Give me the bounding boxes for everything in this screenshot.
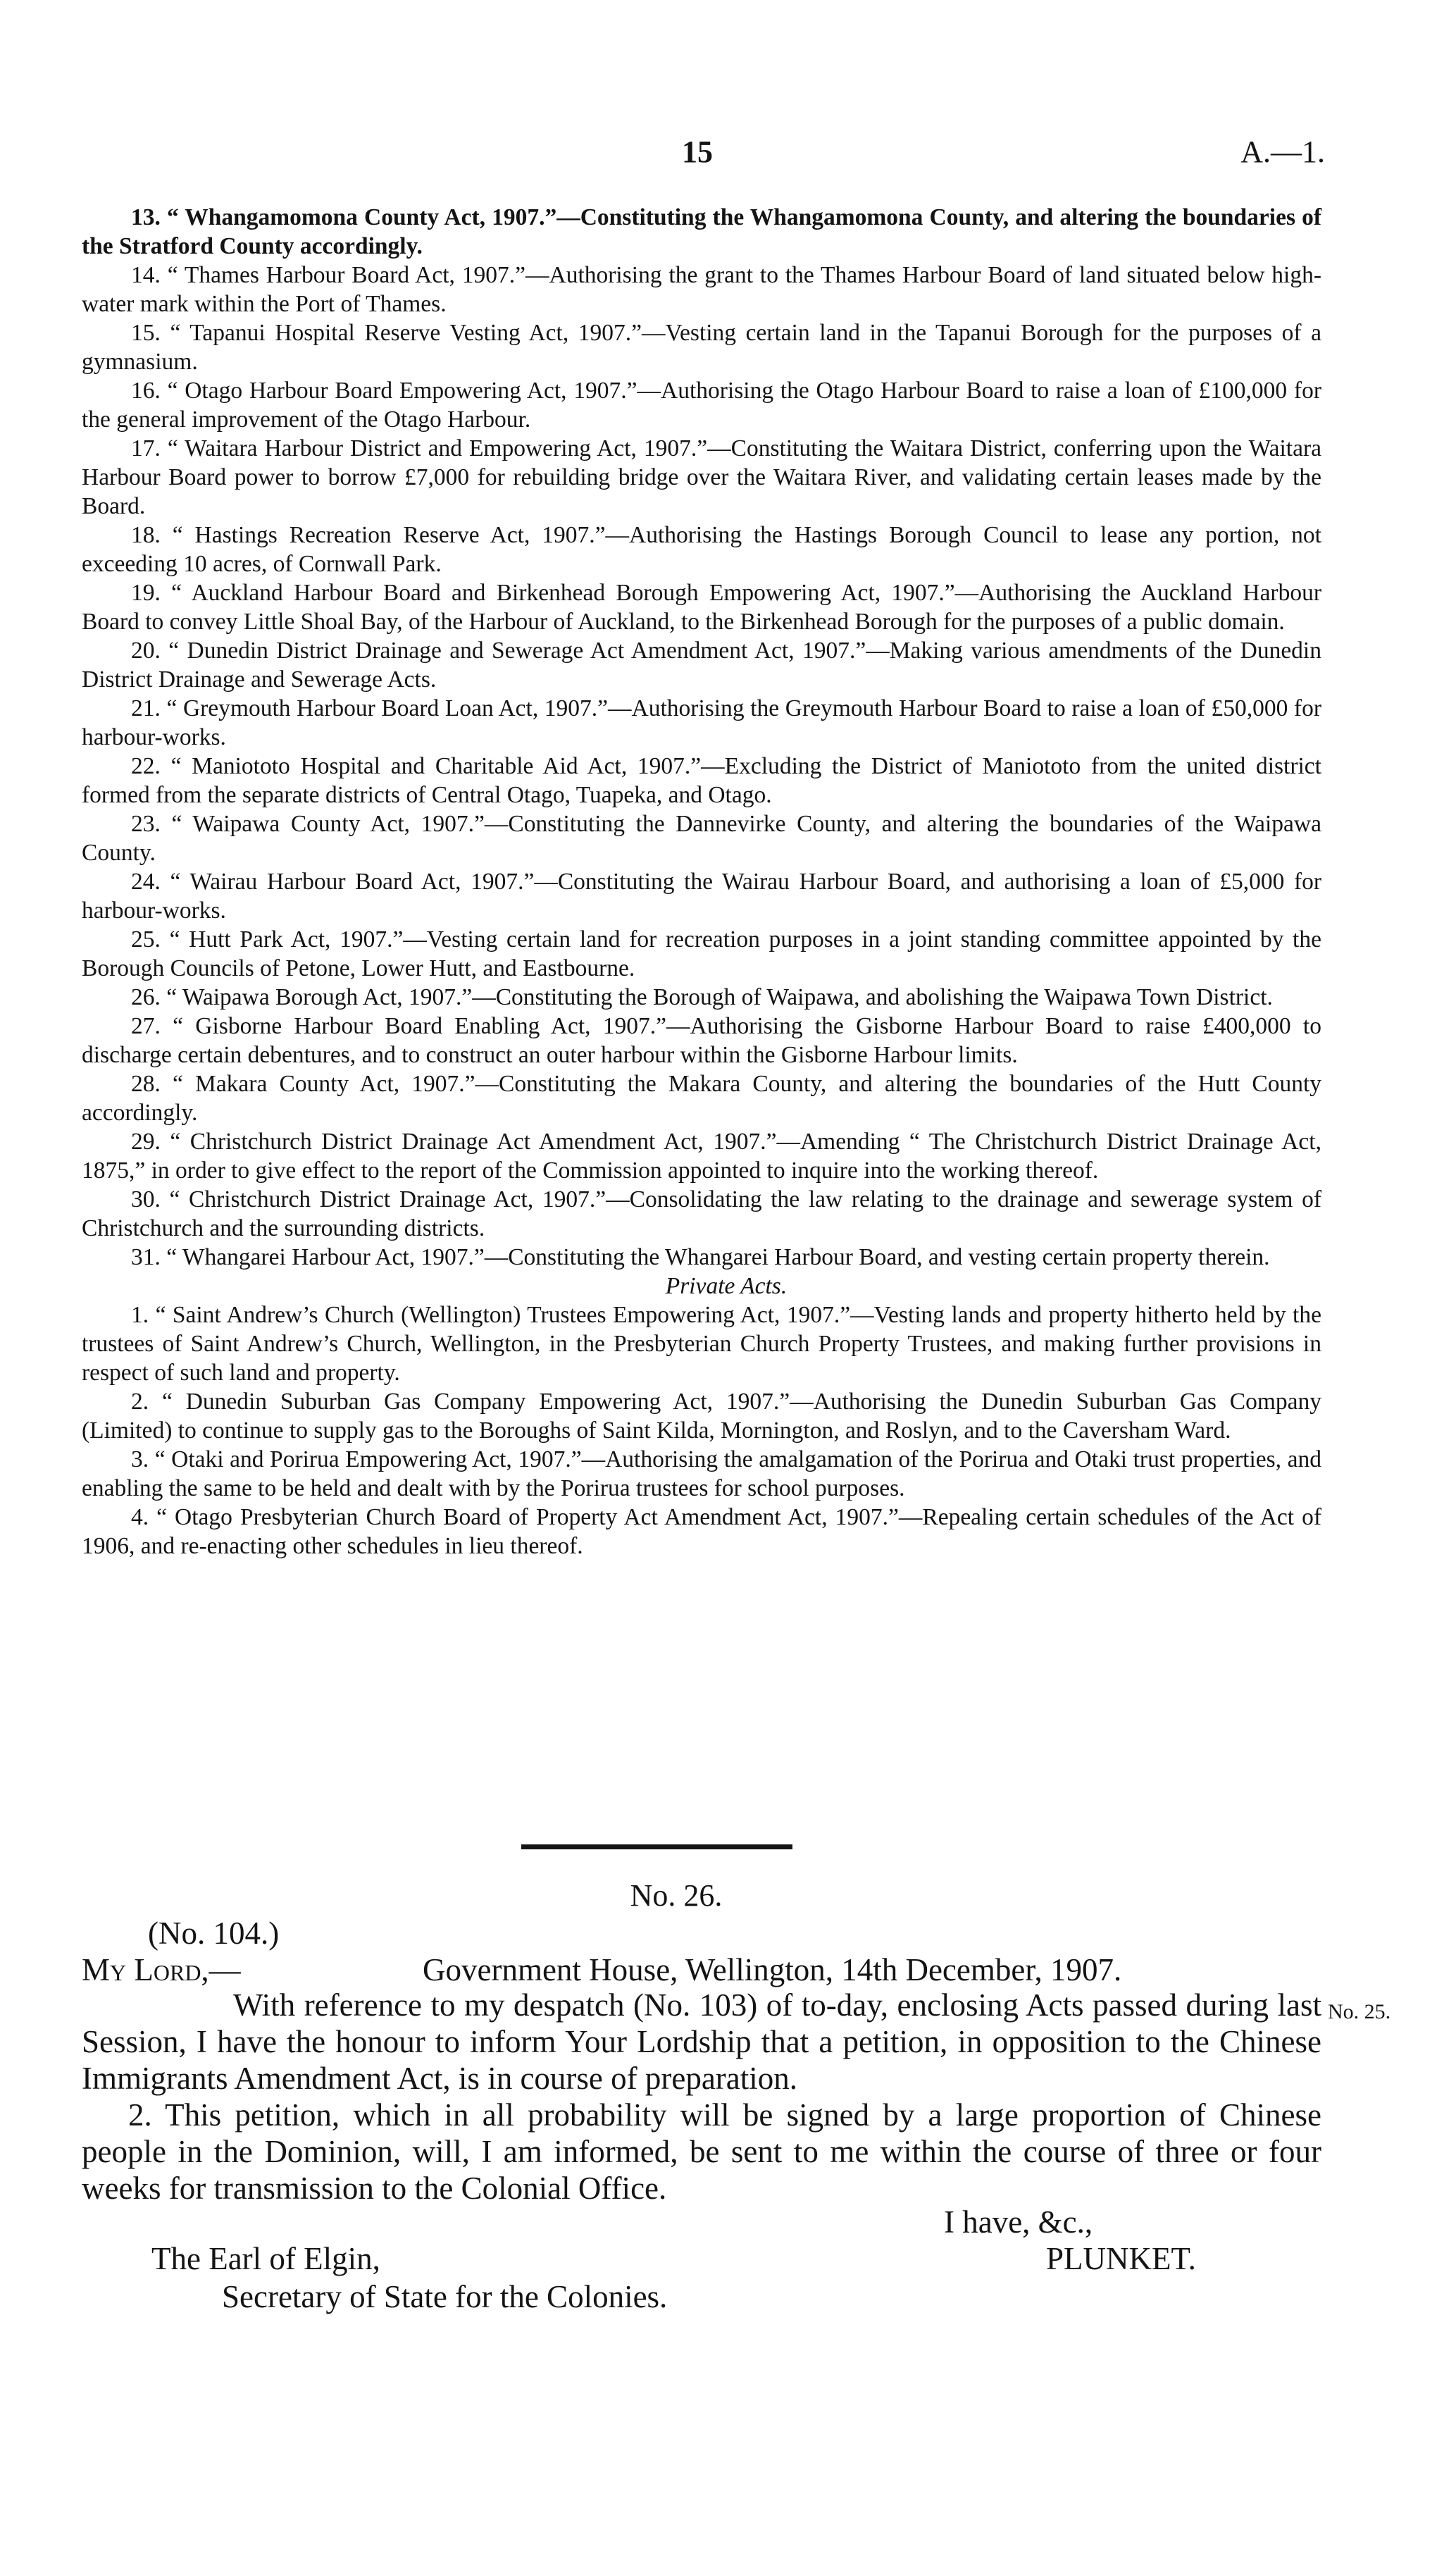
private-act-item-2: 2. “ Dunedin Suburban Gas Company Empowering Act, 1907.”—Authorising the Dunedin Suburban Gas Company (Limited) to continue to supply gas to the Boroughs of Saint Kilda, Mornington, and Roslyn, and to the Caversham Ward.: [82, 1389, 1321, 1444]
act-item-24: 24. “ Wairau Harbour Board Act, 1907.”—Constituting the Wairau Harbour Board, and authorising a loan of £5,000 for harbour-works.: [82, 869, 1321, 924]
signature: PLUNKET.: [1046, 2241, 1196, 2276]
closing: I have, &c.,: [944, 2204, 1093, 2240]
private-act-item-1: 1. “ Saint Andrew’s Church (Wellington) Trustees Empowering Act, 1907.”—Vesting lands and property hitherto held by the trustees of Saint Andrew’s Church, Wellington, in the Presbyterian Church Property Trustees, and making further provisions in respect of such land and property.: [82, 1302, 1321, 1386]
document-reference: A.—1.: [1240, 135, 1325, 169]
act-item-30: 30. “ Christchurch District Drainage Act, 1907.”—Consolidating the law relating to the drainage and sewerage system of Christchurch and the surrounding districts.: [82, 1186, 1321, 1241]
act-item-19: 19. “ Auckland Harbour Board and Birkenhead Borough Empowering Act, 1907.”—Authorising the Auckland Harbour Board to convey Little Shoal Bay, of the Harbour of Auckland, to the Birkenhead Borough for the purposes of a public domain.: [82, 580, 1321, 635]
act-item-18: 18. “ Hastings Recreation Reserve Act, 1907.”—Authorising the Hastings Borough Council to lease any portion, not exceeding 10 acres, of Cornwall Park.: [82, 522, 1321, 577]
act-item-28: 28. “ Makara County Act, 1907.”—Constituting the Makara County, and altering the boundaries of the Hutt County accordingly.: [82, 1071, 1321, 1126]
act-item-23: 23. “ Waipawa County Act, 1907.”—Constituting the Dannevirke County, and altering the boundaries of the Waipawa County.: [82, 811, 1321, 866]
act-item-21: 21. “ Greymouth Harbour Board Loan Act, 1907.”—Authorising the Greymouth Harbour Board to raise a loan of £50,000 for harbour-works.: [82, 695, 1321, 750]
private-act-item-3: 3. “ Otaki and Porirua Empowering Act, 1907.”—Authorising the amalgamation of the Porirua and Otaki trust properties, and enabling the same to be held and dealt with by the Porirua trustees for school purposes.: [82, 1446, 1321, 1501]
despatch-paragraph-1: With reference to my despatch (No. 103) of to-day, enclosing Acts passed during last Session, I have the honour to inform Your Lordship that a petition, in opposition to the Chinese Immigrants Amendment Act, is in course of preparation.: [82, 1987, 1321, 2096]
private-acts-heading: Private Acts.: [665, 1273, 788, 1299]
act-item-17: 17. “ Waitara Harbour District and Empowering Act, 1907.”—Constituting the Waitara District, conferring upon the Waitara Harbour Board power to borrow £7,000 for rebuilding bridge over the Waitara River, and validating certain leases made by the Board.: [82, 435, 1321, 519]
salutation: My Lord,—: [82, 1952, 241, 1987]
act-item-27: 27. “ Gisborne Harbour Board Enabling Act, 1907.”—Authorising the Gisborne Harbour Board to raise £400,000 to discharge certain debentures, and to construct an outer harbour within the Gisborne Harbour limits.: [82, 1013, 1321, 1068]
margin-note: No. 25.: [1328, 2000, 1391, 2023]
act-item-31: 31. “ Whangarei Harbour Act, 1907.”—Constituting the Whangarei Harbour Board, and vesting certain property therein.: [131, 1244, 1270, 1270]
despatch-number-heading: No. 26.: [630, 1878, 723, 1913]
despatch-reference: (No. 104.): [148, 1916, 280, 1951]
dateline: Government House, Wellington, 14th December, 1907.: [423, 1952, 1122, 1987]
act-item-14: 14. “ Thames Harbour Board Act, 1907.”—Authorising the grant to the Thames Harbour Board of land situated below high-water mark within the Port of Thames.: [82, 262, 1321, 317]
act-item-22: 22. “ Maniototo Hospital and Charitable Aid Act, 1907.”—Excluding the District of Maniototo from the united district formed from the separate districts of Central Otago, Tuapeka, and Otago.: [82, 753, 1321, 808]
addressee: The Earl of Elgin,: [151, 2241, 380, 2276]
despatch-body: [82, 1987, 1321, 2207]
act-item-15: 15. “ Tapanui Hospital Reserve Vesting Act, 1907.”—Vesting certain land in the Tapanui Borough for the purposes of a gymnasium.: [82, 320, 1321, 375]
act-item-26: 26. “ Waipawa Borough Act, 1907.”—Constituting the Borough of Waipawa, and abolishing the Waipawa Town District.: [131, 984, 1273, 1010]
act-item-16: 16. “ Otago Harbour Board Empowering Act, 1907.”—Authorising the Otago Harbour Board to raise a loan of £100,000 for the general improvement of the Otago Harbour.: [82, 378, 1321, 433]
page-number: 15: [682, 135, 713, 169]
act-item-29: 29. “ Christchurch District Drainage Act Amendment Act, 1907.”—Amending “ The Christchurch District Drainage Act, 1875,” in order to give effect to the report of the Commission appointed to inquire into the working thereof.: [82, 1129, 1321, 1184]
act-item-25: 25. “ Hutt Park Act, 1907.”—Vesting certain land for recreation purposes in a joint standing committee appointed by the Borough Councils of Petone, Lower Hutt, and Eastbourne.: [82, 926, 1321, 981]
private-act-item-4: 4. “ Otago Presbyterian Church Board of Property Act Amendment Act, 1907.”—Repealing certain schedules of the Act of 1906, and re-enacting other schedules in lieu thereof.: [82, 1504, 1321, 1559]
despatch-paragraph-2: 2. This petition, which in all probability will be signed by a large proportion of Chinese people in the Dominion, will, I am informed, be sent to me within the course of three or four weeks for transmission to the Colonial Office.: [82, 2097, 1321, 2206]
addressee-title: Secretary of State for the Colonies.: [222, 2279, 668, 2314]
act-item-20: 20. “ Dunedin District Drainage and Sewerage Act Amendment Act, 1907.”—Making various amendments of the Dunedin District Drainage and Sewerage Acts.: [82, 638, 1321, 693]
act-item-13: 13. “ Whangamomona County Act, 1907.”—Constituting the Whangamomona County, and altering the boundaries of the Stratford County accordingly.: [82, 204, 1321, 259]
